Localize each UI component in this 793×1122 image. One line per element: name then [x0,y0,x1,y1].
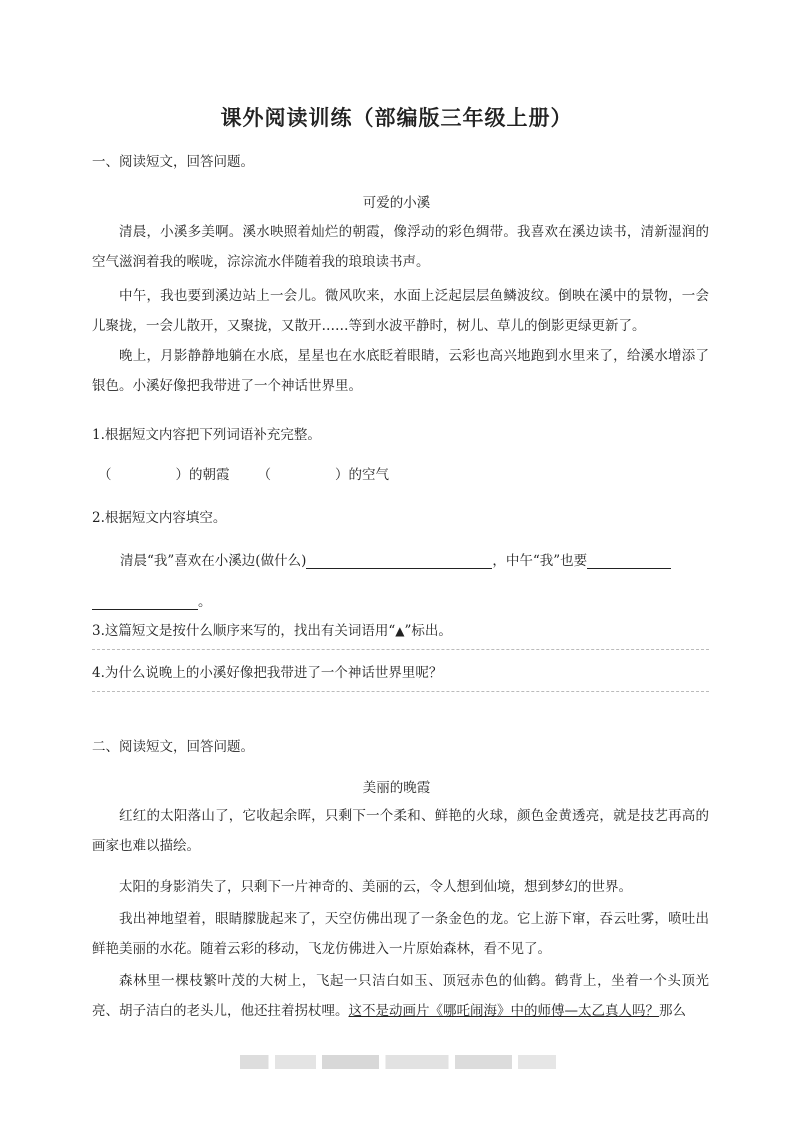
section2-story-title: 美丽的晚霞 [362,780,431,796]
question-4: 4.为什么说晚上的小溪好像把我带进了一个神话世界里呢？ [92,665,443,681]
blurred-footer-watermark [240,1055,556,1069]
question-3-text-end: ”标出。 [404,623,452,639]
answer-dashed-line-2[interactable] [92,691,709,692]
question-2-end: 。 [198,594,212,610]
page-title: 课外阅读训练（部编版三年级上册） [220,105,573,130]
answer-dashed-line-1[interactable] [92,649,709,650]
section2-paragraph-3: 我出神地望着，眼睛朦胧起来了，天空仿佛出现了一条金色的龙。它上游下窜，吞云吐雾，喷吐出鲜艳美丽的水花。随着云彩的移动，飞龙仿佛进入一片原始森林，看不见了。 [92,911,709,957]
answer-line-3[interactable] [92,594,198,610]
section1-paragraph-2: 中午，我也要到溪边站上一会儿。微风吹来，水面上泛起层层鱼鳞波纹。倒映在溪中的景物，一会儿聚拢，一会儿散开，又聚拢，又散开……等到水波平静时，树儿、草儿的倒影更绿更新了。 [92,288,709,334]
question-1-blanks [98,463,389,483]
blank-1-close: ）的朝霞 [175,467,230,483]
question-2: 2.根据短文内容填空。 [92,510,227,526]
question-3-text: 3.这篇短文是按什么顺序来写的，找出有关词语用“ [92,623,396,639]
section2-paragraph-1: 红红的太阳落山了，它收起余晖，只剩下一个柔和、鲜艳的火球，颜色金黄透亮，就是技艺再高的画家也难以描绘。 [92,808,709,854]
triangle-icon: ▲ [395,624,405,638]
question-2-line-1 [120,549,671,569]
section1-heading: 一、阅读短文，回答问题。 [92,154,254,170]
blank-1-open: （ [98,467,112,483]
section2-paragraph-2: 太阳的身影消失了，只剩下一片神奇的、美丽的云，令人想到仙境，想到梦幻的世界。 [119,879,632,895]
question-1: 1.根据短文内容把下列词语补充完整。 [92,427,321,443]
section2-paragraph-4-plain: 森林里一棵枝繁叶茂的大树上，飞起一只洁白如玉、顶冠赤色的仙鹤。鹤背上，坐着一个头顶光亮、胡子洁白的老头儿，他还拄着拐杖哩。 [92,973,709,1019]
question-2-part-1: 清晨“我”喜欢在小溪边(做什么) [120,553,307,569]
question-2-part-2: ，中午“我”也要 [492,553,588,569]
section2-heading: 二、阅读短文，回答问题。 [92,739,254,755]
section2-paragraph-4 [92,966,709,1026]
section2-paragraph-4-underlined: 这不是动画片《哪吒闹海》中的师傅—太乙真人吗？ [348,1003,659,1019]
answer-line-1[interactable] [306,553,492,569]
question-2-line-2 [92,590,212,610]
section2-paragraph-4-tail: 那么 [659,1003,686,1019]
answer-line-2[interactable] [587,553,671,569]
question-3 [92,619,452,639]
blank-2-open: （ [257,467,271,483]
section1-paragraph-3: 晚上，月影静静地躺在水底，星星也在水底眨着眼睛，云彩也高兴地跑到水里来了，给溪水增添了银色。小溪好像把我带进了一个神话世界里。 [92,348,709,394]
blank-2-close: ）的空气 [335,467,389,483]
section1-paragraph-1: 清晨，小溪多美啊。溪水映照着灿烂的朝霞，像浮动的彩色绸带。我喜欢在溪边读书，清新湿润的空气滋润着我的喉咙，淙淙流水伴随着我的琅琅读书声。 [92,224,709,270]
section1-story-title: 可爱的小溪 [362,195,431,211]
